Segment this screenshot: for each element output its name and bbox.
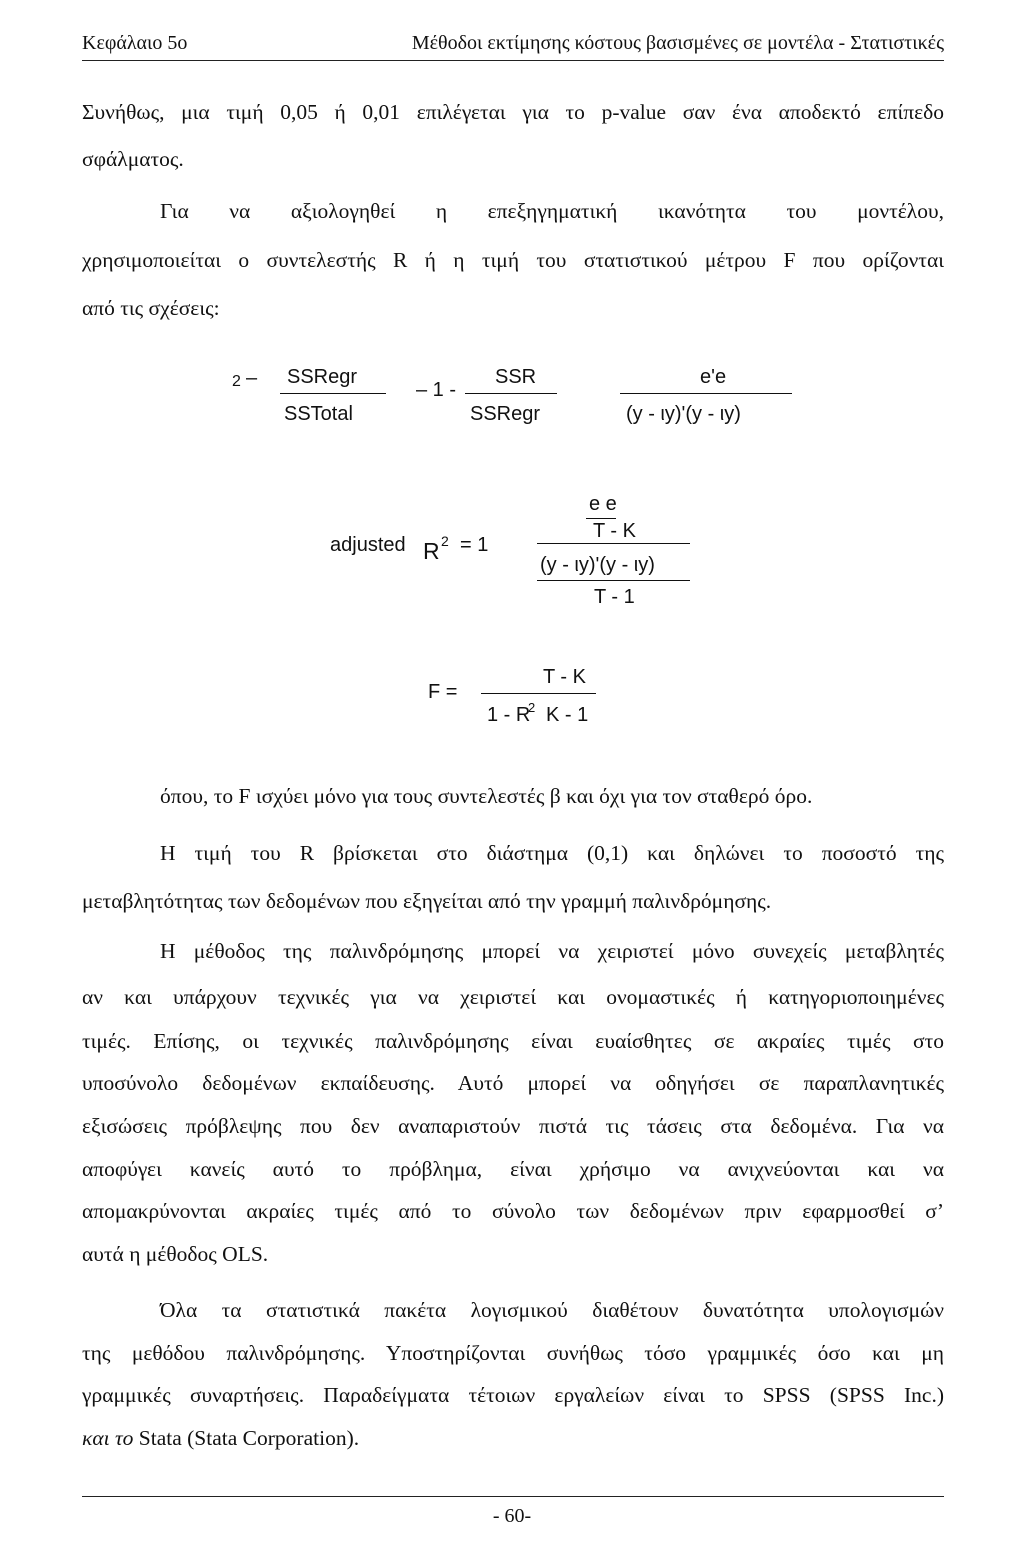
chapter-label: Κεφάλαιο 5ο [82,32,188,54]
eq2-middle: (y - ιy)'(y - ιy) [540,554,655,576]
page-number: - 60- [492,1505,532,1527]
eq2-main-bar [537,543,690,544]
eq2-bottom: T - 1 [594,586,635,608]
eq2-r: R [423,538,440,564]
paragraph-5-line-3: τιμές. Επίσης, οι τεχνικές παλινδρόμησης είναι ευαίσθητες σε ακραίες τιμές στο [82,1029,944,1053]
paragraph-4-line-2: μεταβλητότητας των δεδομένων που εξηγείται από την γραμμή παλινδρόμησης. [82,889,772,913]
eq3-numerator: T - K [543,666,586,688]
eq2-inner-bar-bottom [537,580,690,581]
eq1-denominator-2: SSRegr [470,403,541,425]
eq2-top-denominator: T - K [593,520,636,542]
eq1-denominator-3: (y - ιy)'(y - ιy) [626,403,741,425]
eq1-numerator-2: SSR [495,366,537,388]
eq1-fraction-bar-1 [280,393,386,394]
paragraph-6-italic: και το [82,1426,134,1450]
paragraph-1-line-1: Συνήθως, μια τιμή 0,05 ή 0,01 επιλέγεται για το p-value σαν ένα αποδεκτό επίπεδο [82,100,944,124]
eq1-fraction-bar-2 [465,393,557,394]
eq1-fraction-bar-3 [620,393,792,394]
paragraph-5-line-7: απομακρύνονται ακραίες τιμές από το σύνολο των δεδομένων πριν εφαρμοσθεί σ’ [82,1199,944,1223]
page-header [82,30,944,56]
eq3-denominator-b: K - 1 [546,704,589,726]
paragraph-2-line-2: χρησιμοποιείται ο συντελεστής R ή η τιμή του στατιστικού μέτρου F που ορίζονται [82,248,944,272]
eq1-numerator-3: e'e [700,366,727,388]
eq1-numerator-1: SSRegr [287,366,358,388]
eq3-fraction-bar [481,693,596,694]
paragraph-6-line-2: της μεθόδου παλινδρόμησης. Υποστηρίζονται συνήθως τόσο γραμμικές όσο και μη [82,1341,944,1365]
paragraph-5-line-5: εξισώσεις πρόβλεψης που δεν αναπαριστούν πιστά τις τάσεις στα δεδομένα. Για να [82,1114,944,1138]
paragraph-5-line-2: αν και υπάρχουν τεχνικές για να χειριστεί και ονομαστικές ή κατηγοριοποιημένες [82,985,944,1009]
eq3-denominator-sup: 2 [528,700,536,715]
eq1-minus: – [246,367,258,389]
paragraph-2-line-3: από τις σχέσεις: [82,296,220,320]
eq2-equals-one: = 1 [460,534,489,556]
eq3-lhs: F = [428,681,458,703]
eq3-denominator-a: 1 - R [487,704,531,726]
paragraph-5-line-4: υποσύνολο δεδομένων εκπαίδευσης. Αυτό μπορεί να οδηγήσει σε παραπλανητικές [82,1071,944,1095]
paragraph-6-line-4 [82,1424,944,1452]
eq2-sup: 2 [441,533,449,549]
paragraph-2-line-1: Για να αξιολογηθεί η επεξηγηματική ικανότητα του μοντέλου, [160,199,944,223]
eq2-label: adjusted [330,534,406,556]
header-rule [82,60,944,61]
eq1-lead: 2 [232,373,241,390]
eq1-denominator-1: SSTotal [284,403,353,425]
paragraph-3: όπου, το F ισχύει μόνο για τους συντελεστές β και όχι για τον σταθερό όρο. [160,784,813,808]
eq1-middle: – 1 - [416,379,457,401]
paragraph-5-line-8: αυτά η μέθοδος OLS. [82,1242,269,1266]
header-title: Μέθοδοι εκτίμησης κόστους βασισμένες σε μοντέλα - Στατιστικές [411,32,944,54]
eq2-top: e e [589,493,617,515]
paragraph-6-line-1: Όλα τα στατιστικά πακέτα λογισμικού διαθέτουν δυνατότητα υπολογισμών [160,1298,944,1322]
footer-rule [82,1496,944,1497]
paragraph-6-line-3: γραμμικές συναρτήσεις. Παραδείγματα τέτοιων εργαλείων είναι το SPSS (SPSS Inc.) [82,1383,944,1407]
paragraph-6-line-4-rest: Stata (Stata Corporation). [133,1426,360,1450]
paragraph-5-line-1: Η μέθοδος της παλινδρόμησης μπορεί να χειριστεί μόνο συνεχείς μεταβλητές [160,939,944,963]
paragraph-5-line-6: αποφύγει κανείς αυτό το πρόβλημα, είναι χρήσιμο να ανιχνεύονται και να [82,1157,944,1181]
paragraph-4-line-1: Η τιμή του R βρίσκεται στο διάστημα (0,1) και δηλώνει το ποσοστό της [160,841,944,865]
paragraph-1-line-2: σφάλματος. [82,147,184,171]
